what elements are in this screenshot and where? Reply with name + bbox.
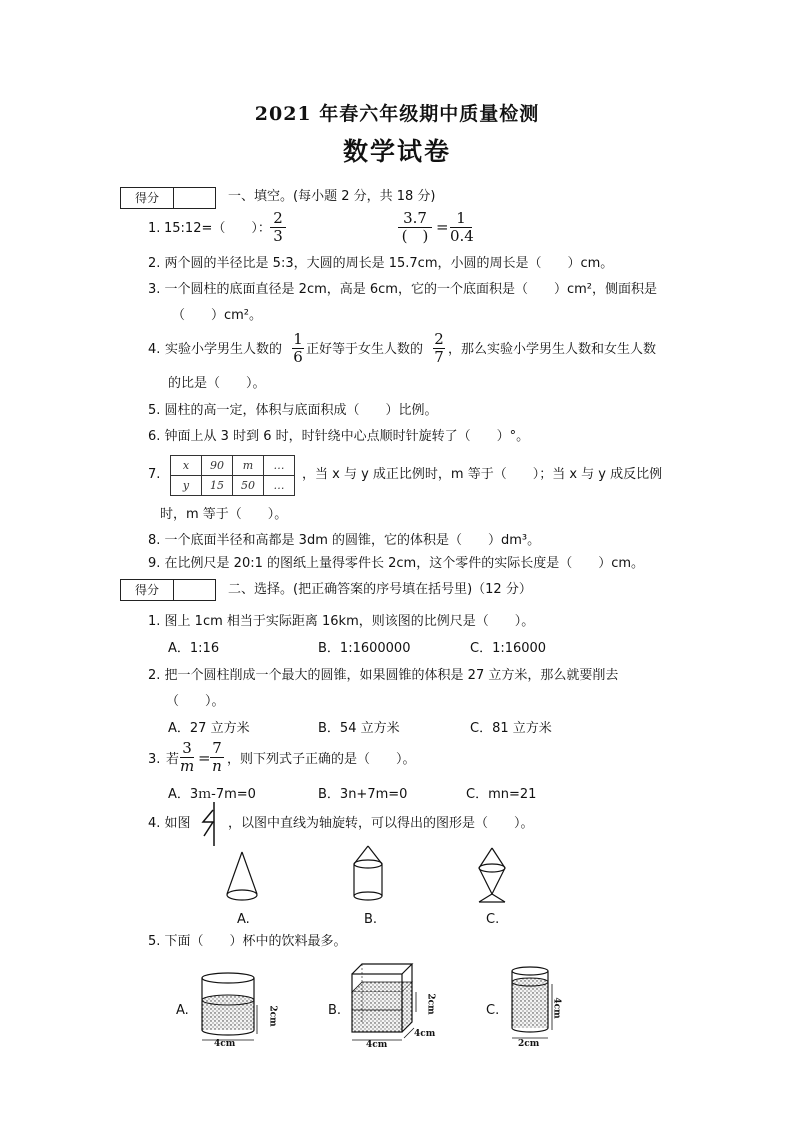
q2-3-option-b: B．3n+7m=0 [318, 787, 408, 802]
cone-icon [222, 850, 262, 906]
q2-4-label-b: B. [364, 912, 378, 927]
q1-1-fraction-c: 1 0.4 [450, 209, 474, 245]
table-row [171, 456, 295, 476]
q1-7-value-table [170, 455, 295, 496]
cup-a-height-label: 2cm [267, 1005, 278, 1027]
q2-1-option-c: C．1:16000 [470, 641, 547, 656]
q1-7-cont: 时，m 等于（ ）。 [160, 507, 288, 522]
table-cell: m [233, 456, 264, 476]
q2-3-equals: = [198, 749, 211, 767]
cup-c-height-label: 4cm [551, 997, 562, 1019]
cup-a-width-label: 4cm [214, 1039, 236, 1049]
q2-5-label-c: C. [486, 1003, 500, 1018]
q1-4-mid: 正好等于女生人数的 [306, 342, 424, 357]
q1-1-fraction-a: 2 3 [270, 210, 286, 245]
q2-2-option-b: B．54 立方米 [318, 721, 400, 736]
q2-5-label-a: A. [176, 1003, 189, 1018]
table-cell: y [171, 476, 202, 496]
q2-3-option-a: A．3ｍ-7m=0 [168, 787, 256, 802]
double-cone-icon [472, 846, 512, 906]
q1-1-equals: = [436, 218, 449, 236]
cup-c-width-label: 2cm [518, 1039, 540, 1049]
q2-2-line1: 2. 把一个圆柱削成一个最大的圆锥，如果圆锥的体积是 27 立方米，那么就要削去 [148, 668, 619, 683]
q1-6: 6. 钟面上从 3 时到 6 时，时针绕中心点顺时针旋转了（ ）°。 [148, 429, 530, 444]
table-row [171, 476, 295, 496]
q1-7-text: ，当 x 与 y 成正比例时，m 等于（ ）；当 x 与 y 成反比例 [302, 467, 663, 482]
q2-4-label-c: C. [486, 912, 500, 927]
q2-2-option-a: A．27 立方米 [168, 721, 250, 736]
q2-5: 5. 下面（ ）杯中的饮料最多。 [148, 934, 347, 949]
q2-3-fraction-b: 7 n [210, 740, 224, 775]
q2-1-option-b: B．1:1600000 [318, 641, 411, 656]
q2-4-label-a: A. [237, 912, 250, 927]
cup-b-height-label: 2cm [425, 993, 436, 1015]
score-label: 得分 [121, 188, 174, 208]
cup-b-width-label: 4cm [366, 1040, 388, 1050]
q1-4-num: 4. [148, 342, 161, 357]
table-cell: 15 [202, 476, 233, 496]
q2-4-post: ，以图中直线为轴旋转，可以得出的图形是（ ）。 [228, 816, 534, 831]
table-cell: … [264, 476, 295, 496]
q1-4-fraction-a: 1 6 [293, 330, 303, 366]
q1-1-text: 15:12=（ ）： [164, 221, 271, 236]
table-cell: 50 [233, 476, 264, 496]
table-cell: x [171, 456, 202, 476]
exam-title: 2021 年春六年级期中质量检测 [254, 103, 540, 125]
rotation-figure-icon [198, 800, 228, 848]
q2-3-num: 3. [148, 752, 161, 767]
score-box-2 [120, 579, 216, 601]
q2-4-pre: 4. 如图 [148, 816, 191, 831]
q2-5-label-b: B. [328, 1003, 342, 1018]
q2-3-post: ，则下列式子正确的是（ ）。 [227, 752, 416, 767]
q1-4-pre: 实验小学男生人数的 [165, 342, 283, 357]
q2-1: 1. 图上 1cm 相当于实际距离 16km，则该图的比例尺是（ ）。 [148, 614, 535, 629]
q1-4-post: ，那么实验小学男生人数和女生人数 [448, 342, 657, 357]
cylinder-with-cone-icon [348, 844, 388, 906]
q2-1-option-a: A．1:16 [168, 641, 220, 656]
q1-4-fraction-b: 2 7 [434, 330, 444, 366]
q1-4-cont: 的比是（ ）。 [168, 376, 266, 391]
section1-heading: 一、填空。(每小题 2 分，共 18 分) [228, 189, 436, 204]
score-box-1 [120, 187, 216, 209]
section2-heading: 二、选择。(把正确答案的序号填在括号里)（12 分） [228, 582, 532, 597]
q2-3-pre: 若 [166, 752, 180, 767]
score-label: 得分 [121, 580, 174, 600]
cup-b-depth-label: 4cm [414, 1029, 436, 1039]
q1-1-num: 1. [148, 221, 161, 236]
q1-8: 8. 一个底面半径和高都是 3dm 的圆锥，它的体积是（ ）dm³。 [148, 533, 541, 548]
q2-3-fraction-a: 3 m [180, 739, 195, 775]
table-cell: … [264, 456, 295, 476]
q1-7-num: 7. [148, 467, 161, 482]
q1-5: 5. 圆柱的高一定，体积与底面积成（ ）比例。 [148, 403, 438, 418]
q1-2: 2. 两个圆的半径比是 5:3，大圆的周长是 15.7cm，小圆的周长是（ ）cm。 [148, 256, 614, 271]
q2-3-option-c: C．mn=21 [466, 787, 537, 802]
q1-3-line1: 3. 一个圆柱的底面直径是 2cm，高是 6cm，它的一个底面积是（ ）cm²，侧面积是 [148, 282, 657, 297]
q1-1-fraction-b: 3.7 ( ) [398, 210, 432, 245]
exam-subtitle: 数学试卷 [342, 137, 451, 166]
q1-9: 9. 在比例尺是 20:1 的图纸上量得零件长 2cm，这个零件的实际长度是（ ）cm。 [148, 556, 645, 571]
table-cell: 90 [202, 456, 233, 476]
q2-2-option-c: C．81 立方米 [470, 721, 552, 736]
q2-2-line2: （ ）。 [166, 694, 225, 709]
q1-3-line2: （ ）cm²。 [172, 308, 263, 323]
